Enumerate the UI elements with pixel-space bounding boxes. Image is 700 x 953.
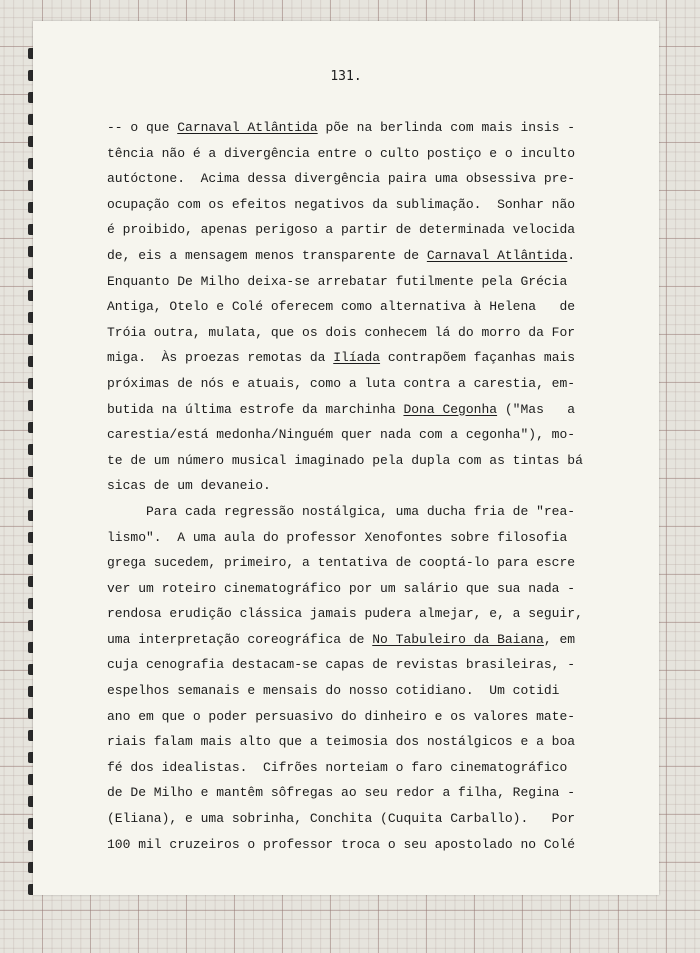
text-line [107,141,583,167]
text-segment: ver um roteiro cinematográfico por um salário que sua nada - [107,580,576,596]
text-segment: contrapõem façanhas mais [380,350,576,366]
text-line [107,704,583,730]
text-line [107,166,583,192]
text-segment: Enquanto De Milho deixa-se arrebatar futilmente pela Grécia [107,273,568,289]
text-line [107,345,583,371]
text-segment: miga. Às proezas remotas da [107,350,334,366]
text-segment: 100 mil cruzeiros o professor troca o seu apostolado no Colé [107,836,576,852]
text-line [107,525,583,551]
text-segment: lismo". A uma aula do professor Xenofontes sobre filosofia [107,529,568,545]
text-segment: cuja cenografia destacam-se capas de revistas brasileiras, - [107,657,576,673]
text-line [107,448,583,474]
text-segment: rendosa erudição clássica jamais pudera almejar, e, a seguir, [107,606,583,622]
text-segment: Tróia outra, mulata, que os dois conhecem lá do morro da For [107,324,576,340]
text-segment: , em [543,631,576,647]
underlined-title: Ilíada [333,350,381,366]
text-segment: riais falam mais alto que a teimosia dos nostálgicos e a boa [107,734,576,750]
text-segment: de, eis a mensagem menos transparente de [107,247,427,263]
text-segment: uma interpretação coreográfica de [107,631,373,647]
text-segment: grega sucedem, primeiro, a tentativa de cooptá-lo para escre [107,555,576,571]
text-line [107,729,583,755]
text-line [107,269,583,295]
text-line [107,780,583,806]
text-line [107,550,583,576]
text-line [107,217,583,243]
text-line [107,627,583,653]
text-segment: (Eliana), e uma sobrinha, Conchita (Cuquita Carballo). Por [107,811,576,827]
typewritten-page [33,21,659,895]
text-segment: autóctone. Acima dessa divergência paira uma obsessiva pre- [107,171,576,187]
text-segment: ano em que o poder persuasivo do dinheiro e os valores mate- [107,708,576,724]
text-line [107,806,583,832]
page-number: 131. [330,69,362,84]
body-text [107,115,583,857]
text-segment: carestia/está medonha/Ninguém quer nada com a cegonha"), mo- [107,427,576,443]
text-segment: ocupação com os efeitos negativos da sublimação. Sonhar não [107,196,576,212]
text-segment: butida na última estrofe da marchinha [107,401,404,417]
text-segment: fé dos idealistas. Cifrões norteiam o faro cinematográfico [107,759,568,775]
text-line [107,320,583,346]
underlined-title: Carnaval Atlântida [426,247,568,263]
underlined-title: Carnaval Atlântida [177,120,318,135]
text-line [107,397,583,423]
text-line [107,422,583,448]
text-line [107,601,583,627]
text-line [107,115,583,141]
text-segment: ("Mas a [497,401,576,417]
text-line [107,576,583,602]
text-segment: sicas de um devaneio. [107,478,271,494]
text-segment: -- o que [107,120,178,135]
text-segment: Antiga, Otelo e Colé oferecem como alternativa à Helena de [107,299,576,315]
text-line [107,832,583,858]
text-segment: próximas de nós e atuais, como a luta contra a carestia, em- [107,375,576,391]
text-segment: Para cada regressão nostálgica, uma ducha fria de "rea- [107,503,576,519]
underlined-title: No Tabuleiro da Baiana [372,631,544,647]
text-line [107,294,583,320]
text-line [107,755,583,781]
underlined-title: Dona Cegonha [403,401,498,417]
text-line [107,371,583,397]
text-line [107,473,583,499]
text-line [107,652,583,678]
text-line [107,243,583,269]
text-segment: . [567,247,576,263]
text-segment: é proibido, apenas perigoso a partir de determinada velocida [107,222,576,238]
text-line [107,192,583,218]
text-segment: tência não é a divergência entre o culto postiço e o inculto [107,145,576,161]
text-segment: de De Milho e mantêm sôfregas ao seu redor a filha, Regina - [107,785,576,801]
text-segment: te de um número musical imaginado pela dupla com as tintas bá [107,452,583,468]
text-segment: espelhos semanais e mensais do nosso cotidiano. Um cotidi [107,683,560,699]
text-line [107,499,583,525]
text-line [107,678,583,704]
text-segment: põe na berlinda com mais insis - [317,120,576,135]
